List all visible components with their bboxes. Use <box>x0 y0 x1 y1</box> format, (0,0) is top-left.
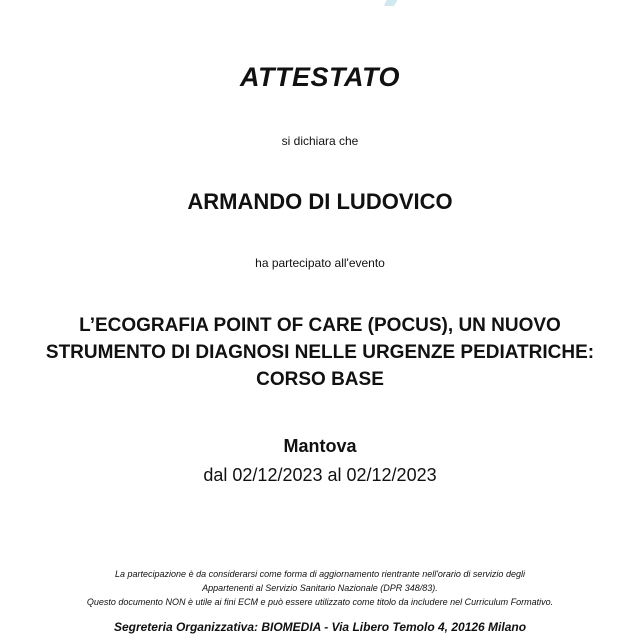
event-title-line: L’ECOGRAFIA POINT OF CARE (POCUS), UN NUOVO <box>79 315 561 336</box>
footnote-line: Questo documento NON è utile ai fini ECM e può essere utilizzato come titolo da includere nel Curriculum Formativo. <box>86 597 554 607</box>
event-dates: dal 02/12/2023 al 02/12/2023 <box>203 465 437 485</box>
event-title-line: CORSO BASE <box>256 369 384 390</box>
event-title-line: STRUMENTO DI DIAGNOSI NELLE URGENZE PEDIATRICHE: <box>45 342 595 363</box>
organizing-secretariat: Segreteria Organizzativa: BIOMEDIA - Via Libero Temolo 4, 20126 Milano <box>113 620 527 634</box>
footnote-line: Appartenenti al Servizio Sanitario Nazionale (DPR 348/83). <box>202 583 438 593</box>
logo-mark-icon <box>372 0 412 12</box>
declaration-text: si dichiara che <box>281 134 359 148</box>
participation-text: ha partecipato all'evento <box>255 256 385 270</box>
event-title <box>20 312 620 393</box>
footnote <box>10 567 630 609</box>
recipient-name: ARMANDO DI LUDOVICO <box>187 189 453 214</box>
certificate-title: ATTESTATO <box>240 62 400 92</box>
footnote-line: La partecipazione è da considerarsi come forma di aggiornamento rientrante nell'orario di servizio degli <box>115 569 525 579</box>
event-city: Mantova <box>283 436 357 456</box>
